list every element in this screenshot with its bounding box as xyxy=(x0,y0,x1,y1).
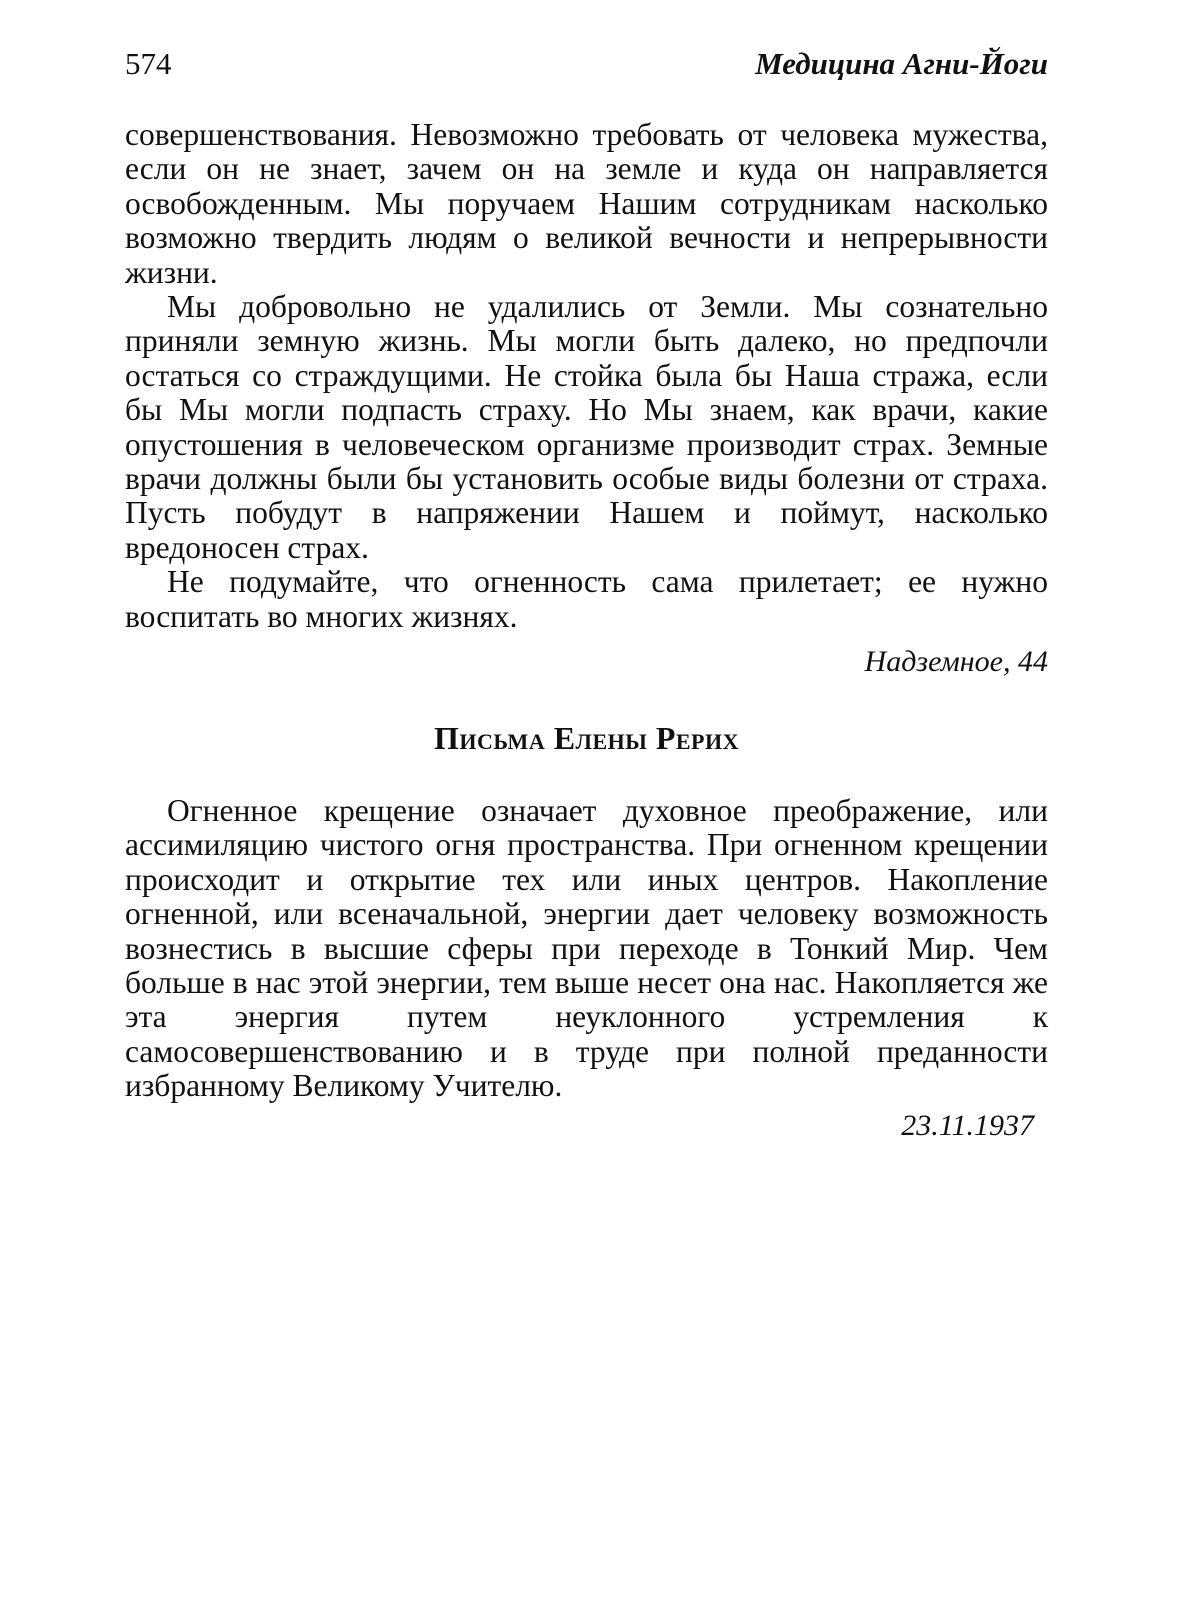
section-heading xyxy=(125,717,1048,759)
paragraph-continuation: совершенствования. Невозможно требовать от человека мужества, если он не знает, зачем он на земле и куда он направляется освобожденным. Мы поручаем Нашим сотрудникам насколько возможно твердить людям о великой вечности и непрерывности жизни. xyxy=(125,117,1048,290)
paragraph: Огненное крещение означает духовное преображение, или ассимиляцию чистого огня пространства. При огненном крещении происходит и открытие тех или иных центров. Накопление огненной, или всеначальной, энергии дает человеку возможность вознестись в высшие сферы при переходе в Тонкий Мир. Чем больше в нас этой энергии, тем выше несет она нас. Накопляется же эта энергия путем неуклонного устремления к самосовершенствованию и в труде при полной преданности избранному Великому Учителю. xyxy=(125,793,1048,1104)
source-citation: Надземное, 44 xyxy=(864,645,1048,679)
section-letters-text xyxy=(125,794,1048,1146)
section-quote-text xyxy=(125,118,1048,682)
paragraph: Мы добровольно не удалились от Земли. Мы сознательно приняли земную жизнь. Мы могли быть далеко, но предпочли остаться со страждущими. Не стойка была бы Наша стража, если бы Мы могли подпасть страху. Но Мы знаем, как врачи, какие опустошения в человеческом организме производит страх. Земные врачи должны были бы установить особые виды болезни от страха. Пусть побудут в напряжении Нашем и поймут, насколько вредоносен страх. xyxy=(125,289,1048,565)
section-heading-text: Письма Елены Рерих xyxy=(434,720,739,756)
running-title: Медицина Агни-Йоги xyxy=(755,46,1048,81)
letter-date: 23.11.1937 xyxy=(901,1108,1034,1142)
running-header xyxy=(125,44,1048,84)
page-number: 574 xyxy=(125,46,172,81)
paragraph: Не подумайте, что огненность сама прилетает; ее нужно воспитать во многих жизнях. xyxy=(125,564,1048,634)
